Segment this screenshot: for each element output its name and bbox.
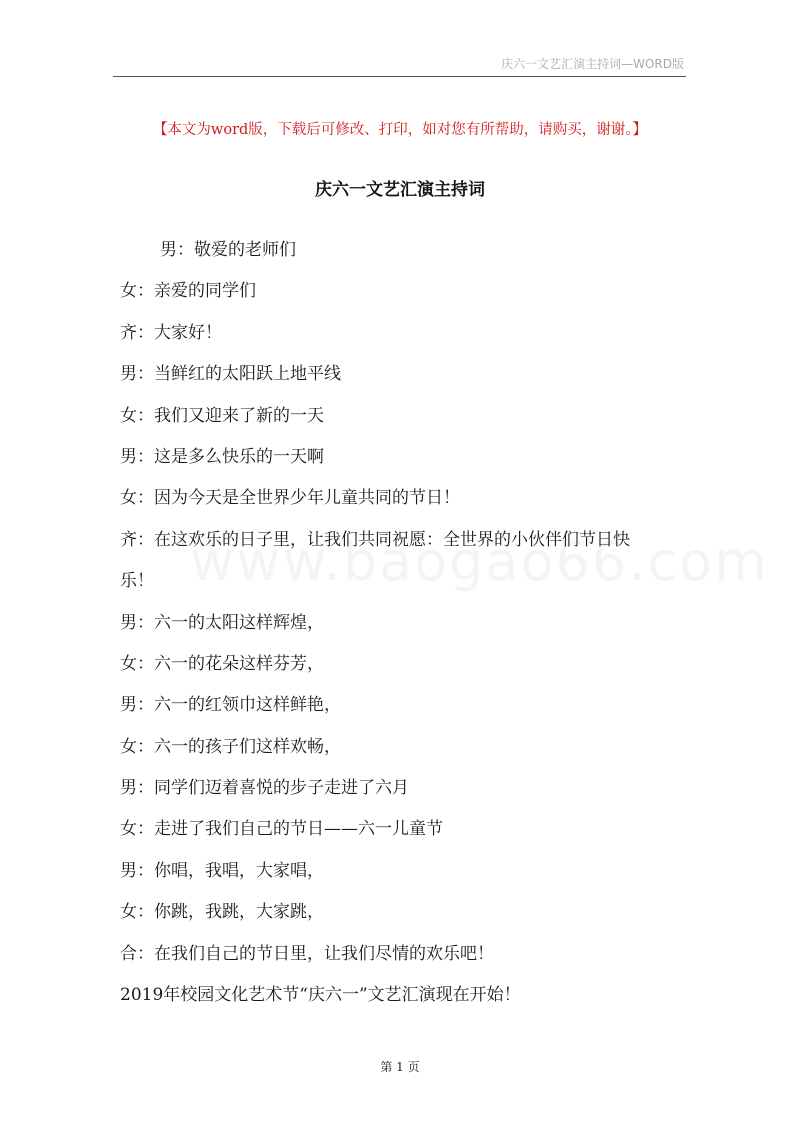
script-line: 合：在我们自己的节日里，让我们尽情的欢乐吧！ xyxy=(120,943,494,964)
script-body xyxy=(120,230,690,1016)
script-line: 齐：在这欢乐的日子里，让我们共同祝愿：全世界的小伙伴们节日快 xyxy=(120,529,630,550)
script-line: 女：我们又迎来了新的一天 xyxy=(120,405,324,426)
script-line: 男：六一的红领巾这样鲜艳， xyxy=(120,695,341,716)
script-line: 男：六一的太阳这样辉煌， xyxy=(120,612,324,633)
script-line: 女：走进了我们自己的节日——六一儿童节 xyxy=(120,819,443,840)
script-line: 女：六一的花朵这样芬芳， xyxy=(120,653,324,674)
script-line: 女：因为今天是全世界少年儿童共同的节日！ xyxy=(120,488,460,509)
header-rule xyxy=(113,76,686,77)
script-line: 女：亲爱的同学们 xyxy=(120,281,256,302)
script-line: 男：同学们迈着喜悦的步子走进了六月 xyxy=(120,778,409,799)
script-line: 男：当鲜红的太阳跃上地平线 xyxy=(120,364,341,385)
script-line: 齐：大家好！ xyxy=(120,322,222,343)
script-line: 女：你跳，我跳，大家跳， xyxy=(120,902,324,923)
script-line: 男：你唱，我唱，大家唱， xyxy=(120,860,324,881)
script-line: 2019年校园文化艺术节“庆六一”文艺汇演现在开始！ xyxy=(120,985,521,1006)
script-line: 男：敬爱的老师们 xyxy=(160,240,296,260)
script-line: 男：这是多么快乐的一天啊 xyxy=(120,446,324,467)
script-line: 乐！ xyxy=(120,571,154,592)
page-number: 第 1 页 xyxy=(380,1060,420,1074)
header-running-title: 庆六一文艺汇演主持词—WORD版 xyxy=(501,57,684,71)
document-title: 庆六一文艺汇演主持词 xyxy=(315,180,485,200)
download-notice: 【本文为word版，下载后可修改、打印，如对您有所帮助，请购买，谢谢。】 xyxy=(152,122,648,138)
script-line: 女：六一的孩子们这样欢畅， xyxy=(120,736,341,757)
